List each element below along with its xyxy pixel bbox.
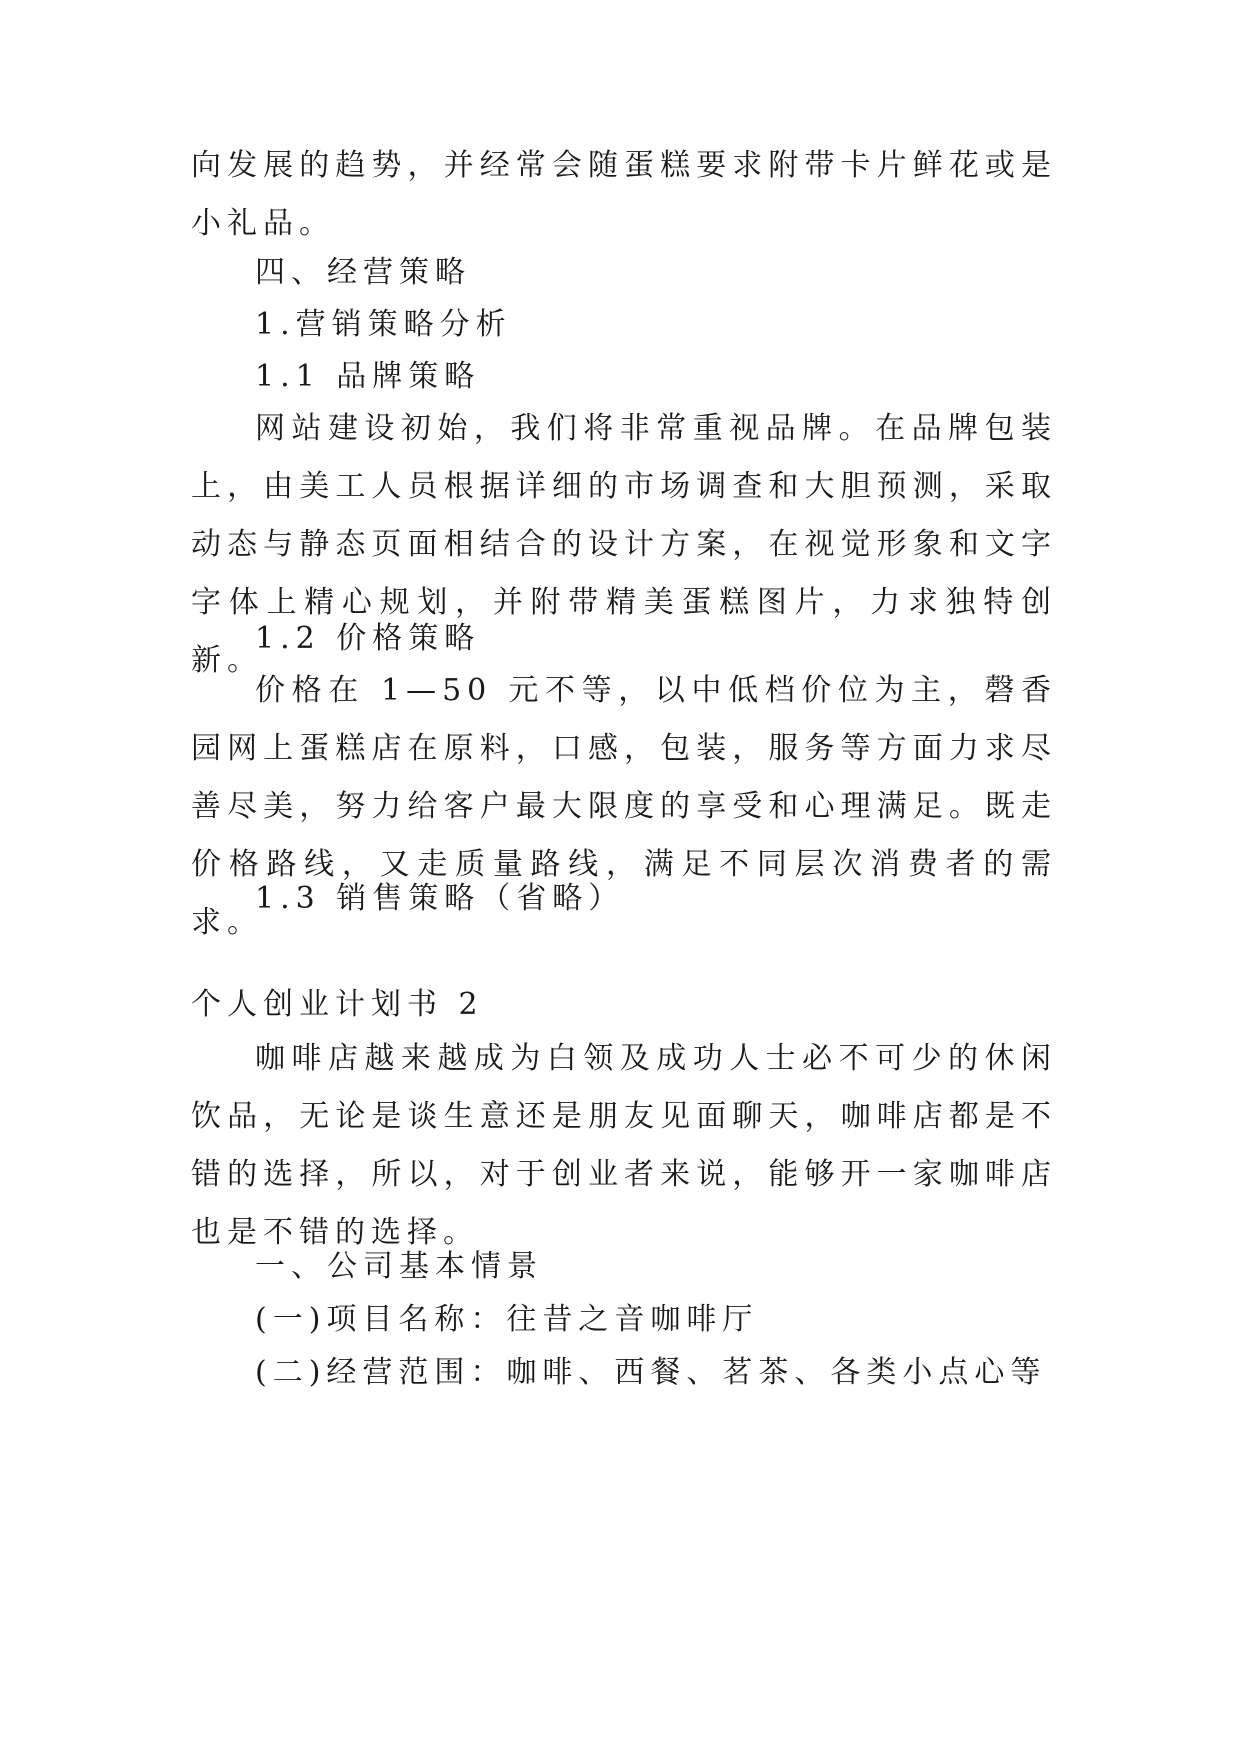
heading-brand-strategy: 1.1 品牌策略: [255, 359, 481, 394]
heading-marketing-analysis: 1.营销策略分析: [255, 307, 512, 342]
heading-business-strategy: 四、经营策略: [255, 255, 471, 290]
paragraph-coffee-shop: 咖啡店越来越成为白领及成功人士必不可少的休闲饮品，无论是谈生意还是朋友见面聊天，咖啡店都是不错的选择，所以，对于创业者来说，能够开一家咖啡店也是不错的选择。: [191, 1041, 1057, 1250]
item-project-name: (一)项目名称：往昔之音咖啡厅: [255, 1302, 759, 1337]
item-business-scope: (二)经营范围：咖啡、西餐、茗茶、各类小点心等: [255, 1355, 1047, 1390]
section-title-plan-2: 个人创业计划书 2: [191, 987, 484, 1022]
paragraph-brand-strategy: 网站建设初始，我们将非常重视品牌。在品牌包装上，由美工人员根据详细的市场调查和大胆预测，采取动态与静态页面相结合的设计方案，在视觉形象和文字字体上精心规划，并附带精美蛋糕图片，力求独特创新。: [191, 411, 1057, 678]
heading-sales-strategy: 1.3 销售策略（省略）: [255, 881, 625, 916]
paragraph-trend: 向发展的趋势，并经常会随蛋糕要求附带卡片鲜花或是小礼品。: [191, 148, 1057, 241]
paragraph-price-strategy: 价格在 1—50 元不等，以中低档价位为主，磬香园网上蛋糕店在原料，口感，包装，服务等方面力求尽善尽美，努力给客户最大限度的享受和心理满足。既走价格路线，又走质量路线，满足不同层次消费者的需求。: [191, 673, 1057, 940]
heading-price-strategy: 1.2 价格策略: [255, 621, 481, 656]
heading-company-basics: 一、公司基本情景: [255, 1249, 543, 1284]
